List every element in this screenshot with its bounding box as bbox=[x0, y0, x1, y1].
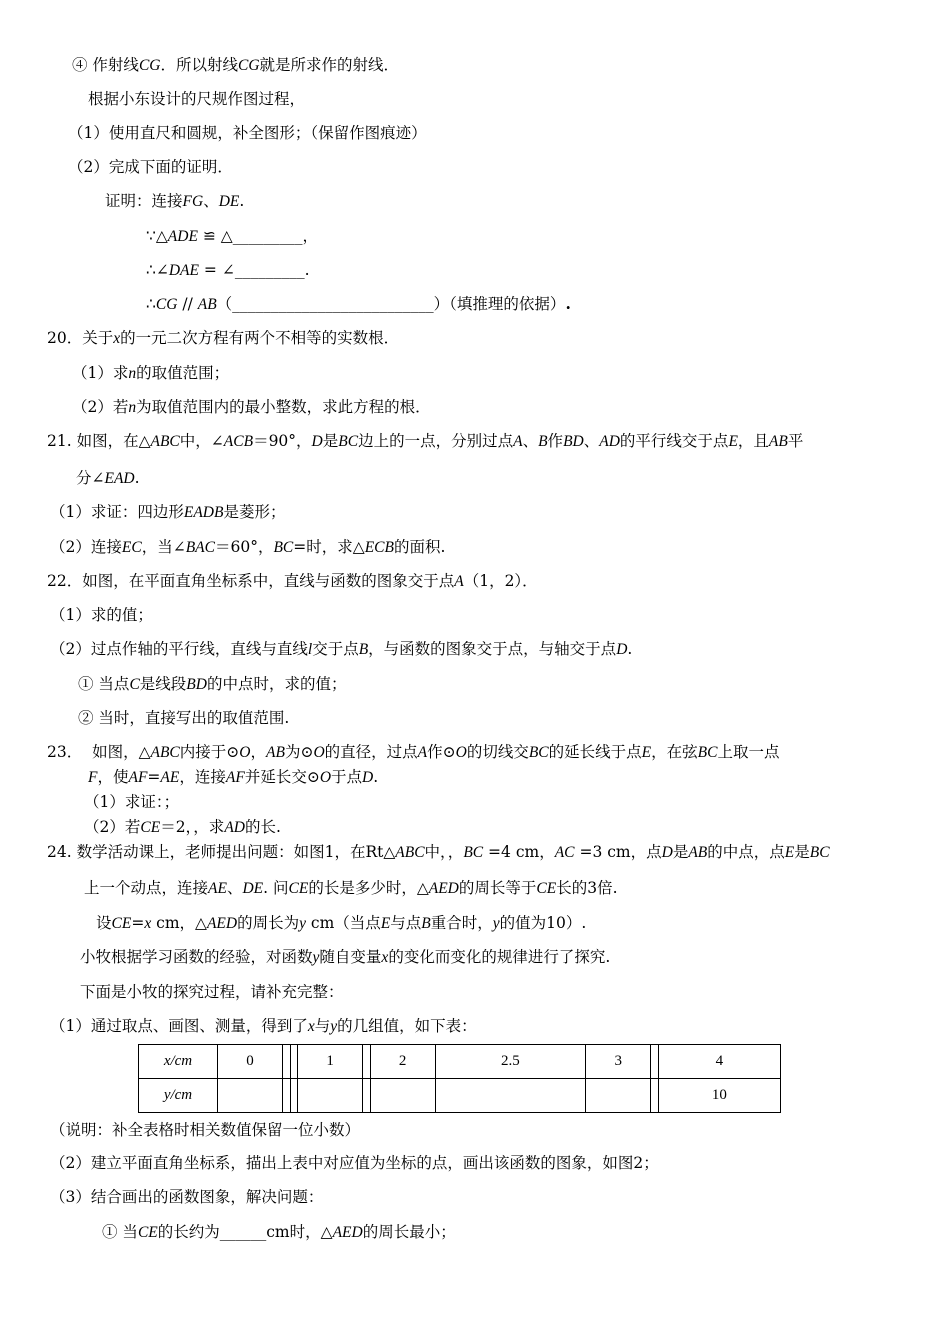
text-line-l09: 20．关于x的一元二次方程有两个不相等的实数根． bbox=[47, 329, 400, 347]
xy-value-table bbox=[138, 1044, 781, 1113]
table-cell bbox=[651, 1079, 659, 1113]
table-header-x: x/cm bbox=[139, 1045, 218, 1079]
table-cell bbox=[651, 1045, 659, 1079]
table-cell: 10 bbox=[658, 1079, 780, 1113]
table-cell: 2 bbox=[370, 1045, 435, 1079]
text-line-l05: 证明：连接FG、DE. bbox=[105, 192, 245, 210]
text-line-l14: （1）求证：四边形EADB是菱形； bbox=[50, 503, 286, 521]
text-line-l04: （2）完成下面的证明． bbox=[68, 158, 233, 176]
text-line-l06: ∵△ADE ≌ △_________， bbox=[146, 227, 318, 245]
table-cell: 0 bbox=[218, 1045, 283, 1079]
text-line-l16: 22．如图，在平面直角坐标系中，直线与函数的图象交于点A（1，2）． bbox=[47, 572, 538, 590]
text-line-l26: 上一个动点，连接AE、DE. 问CE的长是多少时，△AED的周长等于CE长的3倍. bbox=[84, 879, 618, 897]
table-cell bbox=[298, 1079, 363, 1113]
text-line-l03: （1）使用直尺和圆规，补全图形；（保留作图痕迹） bbox=[68, 124, 427, 142]
text-line-l21: 23． 如图，△ABC内接于⊙O，AB为⊙O的直径，过点A作⊙O的切线交BC的延长线于点E，在弦BC上取一点 bbox=[47, 743, 780, 761]
text-line-l24: （2）若CE＝2，，求AD的长. bbox=[84, 818, 281, 836]
table-header-y: y/cm bbox=[139, 1079, 218, 1113]
text-line-l18: （2）过点作轴的平行线，直线与直线l交于点B，与函数的图象交于点，与轴交于点D. bbox=[50, 640, 633, 658]
table-cell bbox=[363, 1045, 371, 1079]
table-cell bbox=[370, 1079, 435, 1113]
table-cell bbox=[435, 1079, 586, 1113]
text-line-l25: 24. 数学活动课上，老师提出问题：如图1，在Rt△ABC中，，BC =4 cm，AC =3 cm，点D是AB的中点，点E是BC bbox=[47, 843, 830, 861]
table-cell: 2.5 bbox=[435, 1045, 586, 1079]
text-line-l23: （1）求证：； bbox=[84, 793, 180, 811]
text-line-l28: 小牧根据学习函数的经验，对函数y随自变量x的变化而变化的规律进行了探究. bbox=[80, 948, 611, 966]
text-line-l34: ① 当CE的长约为______cm时，△AED的周长最小； bbox=[102, 1223, 456, 1241]
text-line-l01: ④ 作射线CG．所以射线CG就是所求作的射线． bbox=[72, 56, 400, 74]
text-line-l30: （1）通过取点、画图、测量，得到了x与y的几组值，如下表： bbox=[50, 1017, 477, 1035]
text-line-l15: （2）连接EC，当∠BAC＝60°，BC=时，求△ECB的面积. bbox=[50, 538, 446, 556]
table-cell bbox=[586, 1079, 651, 1113]
text-line-l07: ∴∠DAE = ∠_________. bbox=[146, 261, 310, 279]
text-line-l27: 设CE=x cm，△AED的周长为y cm（当点E与点B重合时，y的值为10）. bbox=[96, 914, 587, 932]
text-line-l29: 下面是小牧的探究过程，请补充完整： bbox=[80, 983, 344, 1001]
table-cell bbox=[290, 1045, 298, 1079]
text-line-l02: 根据小东设计的尺规作图过程， bbox=[88, 90, 306, 108]
text-line-l33: （3）结合画出的函数图象，解决问题： bbox=[50, 1188, 324, 1206]
table-cell bbox=[218, 1079, 283, 1113]
table-cell: 1 bbox=[298, 1045, 363, 1079]
text-line-l13: 分∠EAD. bbox=[76, 469, 140, 487]
table-cell: 4 bbox=[658, 1045, 780, 1079]
text-line-l31: （说明：补全表格时相关数值保留一位小数） bbox=[50, 1121, 361, 1139]
table-cell bbox=[282, 1079, 290, 1113]
text-line-l08: ∴CG // AB（__________________________）（填推理的依据）. bbox=[146, 294, 571, 313]
text-line-l12: 21. 如图，在△ABC中，∠ACB＝90°，D是BC边上的一点，分别过点A、B作BD、AD的平行线交于点E，且AB平 bbox=[47, 432, 804, 450]
text-line-l11: （2）若n为取值范围内的最小整数，求此方程的根． bbox=[72, 398, 431, 416]
table-cell bbox=[282, 1045, 290, 1079]
table-cell bbox=[290, 1079, 298, 1113]
text-line-l22: F，使AF=AE，连接AF并延长交⊙O于点D. bbox=[88, 768, 379, 786]
text-line-l20: ② 当时，直接写出的取值范围. bbox=[78, 709, 290, 727]
table-cell: 3 bbox=[586, 1045, 651, 1079]
text-line-l32: （2）建立平面直角坐标系，描出上表中对应值为坐标的点，画出该函数的图象，如图2； bbox=[50, 1154, 659, 1172]
table-row-y bbox=[139, 1079, 781, 1113]
text-line-l17: （1）求的值； bbox=[50, 606, 153, 624]
text-line-l19: ① 当点C是线段BD的中点时，求的值； bbox=[78, 675, 347, 693]
table-row-x bbox=[139, 1045, 781, 1079]
table-cell bbox=[363, 1079, 371, 1113]
text-line-l10: （1）求n的取值范围； bbox=[72, 364, 230, 382]
